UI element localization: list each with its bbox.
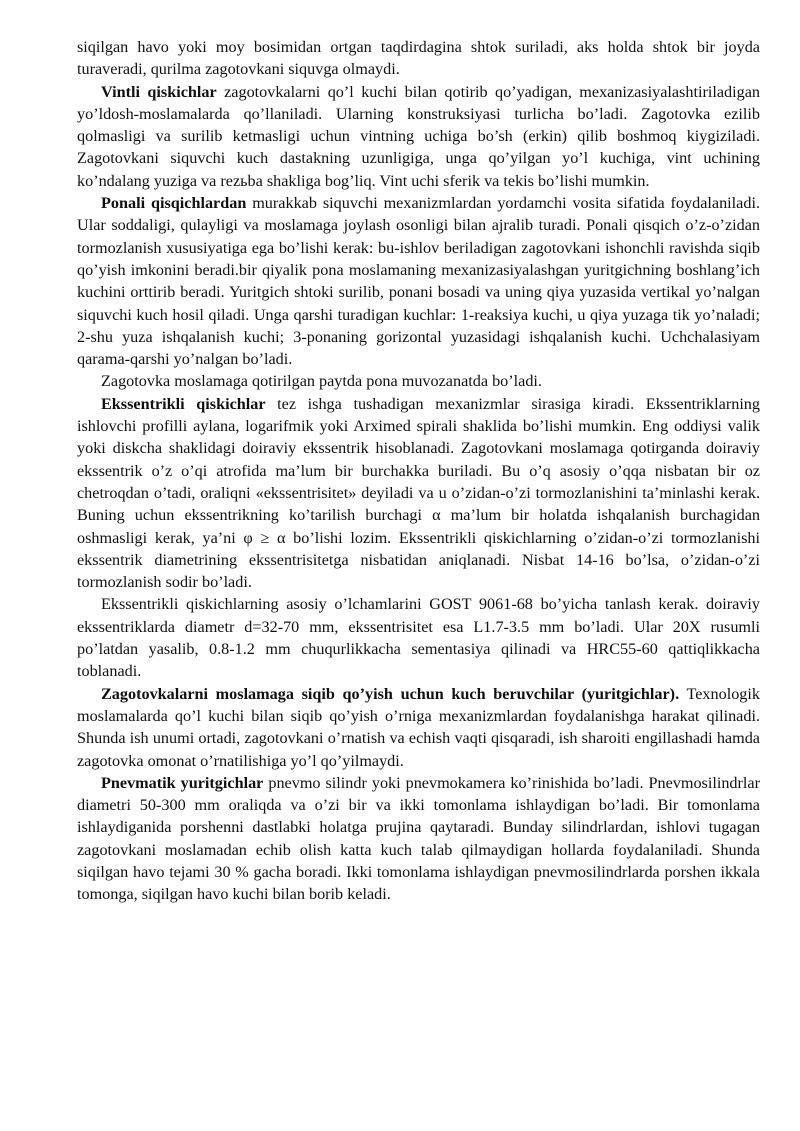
paragraph-heading: Pnevmatik yuritgichlar — [101, 773, 264, 792]
paragraph-wedge-clamps — [77, 192, 760, 370]
paragraph-heading: Zagotovkalarni moslamaga siqib qo’yish uchun kuch beruvchilar (yuritgichlar). — [101, 684, 680, 703]
paragraph-eccentric-clamps — [77, 393, 760, 594]
paragraph-text: siqilgan havo yoki moy bosimidan ortgan taqdirdagina shtok suriladi, aks holda shtok bir joyda turaveradi, qurilma zagotovkani siquvga olmaydi. — [77, 38, 760, 79]
paragraph-heading: Ponali qisqichlardan — [101, 194, 247, 213]
paragraph-text: pnevmo silindr yoki pnevmokamera ko’rinishida bo’ladi. Pnevmosilindrlar diametri 50-300 mm oraliqda va o’zi bir va ikki tomonlama ishlaydigan bo’ladi. Bir tomonlama ishlaydiganida porshenni dastlabki holatga prujina qaytaradi. Bunday silindrlardan, ishlovi tugagan zagotovkani moslamadan echib olish katta kuch talab qilmaydigan hollarda foydalaniladi. Shunda siqilgan havo tejami 30 % gacha boradi. Ikki tomonlama ishlaydigan pnevmosilindrlarda porshen ikkala tomonga, siqilgan havo kuchi bilan borib keladi. — [77, 773, 760, 904]
paragraph-heading: Ekssentrikli qiskichlar — [101, 394, 266, 413]
paragraph-text: murakkab siquvchi mexanizmlardan yordamchi vosita sifatida foydalaniladi. Ular soddaligi, qulayligi va moslamaga joylash osonligi bilan ajralib turadi. Ponali qisqich o’z-o’zidan tormozlanish xususiyatiga ega bo’lishi kerak: bu-ishlov beriladigan zagotovkani ishonchli ravishda siqib qo’yish imkonini beradi.bir qiyalik pona moslamaning mexanizasiyalashgan yuritgichning boshlang’ich kuchini orttirib beradi. Yuritgich shtoki surilib, ponani bosadi va uning qiya yuzasida vertikal yo’nalgan siquvchi kuch hosil qiladi. Unga qarshi turadigan kuchlar: 1-reaksiya kuchi, u qiya yuzaga tik yo’naladi; 2-shu yuza ishqalanish kuchi; 3-ponaning gorizontal yuzasidagi ishqalanish kuchi. Uchchalasiyam qarama-qarshi yo’nalgan bo’ladi. — [77, 194, 760, 369]
paragraph-text: Zagotovka moslamaga qotirilgan paytda pona muvozanatda bo’ladi. — [101, 372, 542, 391]
paragraph-text: zagotovkalarni qo’l kuchi bilan qotirib qo’yadigan, mexanizasiyalashtiriladigan yo’ldosh-moslamalarda qo’llaniladi. Ularning konstruksiyasi turlicha bo’ladi. Zagotovka ezilib qolmasligi va surilib ketmasligi uchun vintning uchiga bo’sh (erkin) qilib boshmoq kiygiziladi. Zagotovkani siquvchi kuch dastakning uzunligiga, unga qo’yilgan yo’l kuchiga, vint uchining ko’ndalang yuziga va rezьba shakliga bog’liq. Vint uchi sferik va tekis bo’lishi mumkin. — [77, 82, 760, 190]
paragraph-force-drives — [77, 683, 760, 772]
paragraph-text: Texnologik moslamalarda qo’l kuchi bilan siqib qo’yish o’rniga mexanizmlardan foydalanishga harakat qilinadi. Shunda ish unumi ortadi, zagotovkani o’rnatish va echish vaqti qisqaradi, ish sharoiti engillashadi hamda zagotovka omonat o’rnatilishiga yo’l qo’yilmaydi. — [77, 684, 760, 770]
paragraph-heading: Vintli qiskichlar — [101, 82, 217, 101]
paragraph-pneumatic-drives — [77, 772, 760, 906]
paragraph-text: tez ishga tushadigan mexanizmlar sirasiga kiradi. Ekssentriklarning ishlovchi profilli aylana, logarifmik yoki Arximed spirali shaklida bo’lishi mumkin. Eng oddiysi valik yoki diskcha shaklidagi doiraviy ekssentrik hisoblanadi. Zagotovkani moslamaga qotirganda doiraviy ekssentrik o’z o’qi atrofida ma’lum bir burchakka buriladi. Bu o’q asosiy o’qqa nisbatan bir oz chetroqdan o’tadi, oraliqni «ekssentrisitet» deyiladi va u o’zidan-o’zi tormozlanishini ta’minlashi kerak. Buning uchun ekssentrikning ko’tarilish burchagi α ma’lum bir holatda ishqalanish burchagidan oshmasligi kerak, ya’ni φ ≥ α bo’lishi lozim. Ekssentrikli qiskichlarning o’zidan-o’zi tormozlanishi ekssentrik diametrining ekssentrisitetga nisbatidan aniqlanadi. Nisbat 14-16 bo’lsa, o’zidan-o’zi tormozlanish sodir bo’ladi. — [77, 394, 760, 592]
paragraph-screw-clamps — [77, 81, 760, 192]
paragraph-text: Ekssentrikli qiskichlarning asosiy o’lchamlarini GOST 9061-68 bo’yicha tanlash kerak. doiraviy ekssentriklarda diametr d=32-70 mm, ekssentrisitet esa L1.7-3.5 mm bo’ladi. Ular 20X rusumli po’latdan yasalib, 0.8-1.2 mm chuqurlikkacha sementasiya qilinadi va HRC55-60 qattiqlikkacha toblanadi. — [77, 595, 760, 681]
paragraph-continuation — [77, 36, 760, 81]
paragraph-wedge-equilibrium — [77, 370, 760, 392]
paragraph-eccentric-dimensions — [77, 593, 760, 682]
